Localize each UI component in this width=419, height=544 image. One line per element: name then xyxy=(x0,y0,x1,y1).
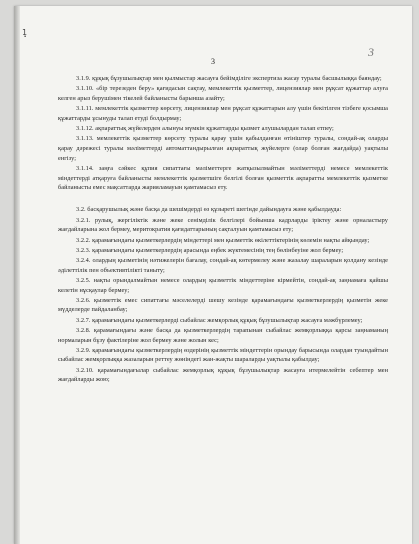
paragraph: 3.1.13. мемлекеттік қызметтер көрсету туралы қарау үшін қабылданған өтініштер туралы, сондай-ақ оларды қарау дәрежесі туралы мәліметтерді автоматтандырылған ақпараттық жүйелерге (олар болған жағдайда) уақтылы енгізу; xyxy=(58,135,388,162)
section-3-2-list xyxy=(58,205,388,385)
paragraph: 3.2.4. олардың қызметінің нәтижелерін бағалау, сондай-ақ көтермелеу және жазалау шараларын қолдану кезінде әділеттілік пен объективтілікті таныту; xyxy=(58,256,388,274)
handwritten-page-number: 3 xyxy=(368,45,374,59)
paragraph: 3.1.9. құқық бұзушылықтар мен қылмыстар жасауға бейімділіге экспертиза жасау туралы басшылыққа баяндау; xyxy=(76,75,382,82)
paragraph: 3.1.10. «бір терезеден беру» қағидасын сақтау, мемлекеттік қызметтер, лицензиялар мен рұқсат құжаттар алуға келген арыз берушімен тікелей байланысты барынша азайту; xyxy=(58,85,388,102)
section-heading-paragraph: 3.2. басқарушылық және басқа да шешімдерді өз құзыреті шегінде дайындауға және қабылдауда: xyxy=(76,206,342,214)
corner-mark: 1̩̥ xyxy=(22,28,27,37)
paragraph: 3.2.9. қарамағындағы қызметкерлердің өздерінің қызметтік міндеттерін орындау барысында олардан туындайтын сыбайлас жемқорлыққа жазаларын реттеу жөніндегі жан-жақты шараларды уақтылы қабылдау; xyxy=(58,346,388,364)
page-number: 3 xyxy=(211,57,215,66)
paragraph: 3.2.1. рулық, жергіліктік және жеке сенімділік белгілері бойынша кадрларды іріктеу және орналастыру жағдайларына жол бермеу, меритократия қағидаттарының сақталуын қамтамасыз ету; xyxy=(58,216,388,234)
paragraph: 3.2.2. қарамағындағы қызметкерлердің міндеттері мен қызметтік өкілеттіктерінің көлемін нақты айқындау; xyxy=(76,236,370,244)
paragraph: 3.2.10. қарамағындағылар сыбайлас жемқорлық құқық бұзушылықтар жасауға итермелейтін себептер мен жағдайларды жою; xyxy=(58,366,388,384)
paragraph: 3.1.14. заңға сәйкес құпия сипаттағы мәліметтерге жатқызылмайтын мәліметтерді немесе мемлекеттік міндеттерді атқаруға байланысты мемлекеттік қызметшіге белгілі болған қызметтік ақпаратты мемлекеттік қызметке байланысты емес мақсаттарда жарияламауын қамтамасыз ету. xyxy=(58,164,388,192)
page-binding-edge xyxy=(14,6,20,544)
paragraph: 3.2.3. қарамағындағы қызметкерлердің арасында еңбек жүктемесінің тең бөлінбеуіне жол бермеу; xyxy=(76,246,344,254)
section-3-1-list xyxy=(58,74,388,193)
paragraph: 3.2.5. нақты орындалмайтын немесе олардың қызметтік міндеттеріне кірмейтін, сондай-ақ заңнамаға қайшы келетін нұсқаулар бермеу; xyxy=(58,276,388,294)
paragraph: 3.2.8. қарамағындағы және басқа да қызметкерлердің тарапынан сыбайлас жемқорлыққа қарсы заңнаманың нормаларын бұзу фактілеріне жол бермеу және жолын кес; xyxy=(58,326,388,344)
section-gap xyxy=(58,193,388,205)
paragraph: 3.2.6. қызметтік емес сипаттағы мәселелерді шешу кезінде қарамағындағы қызметкерлердің қызметін жеке мүдделерде пайдаланбау; xyxy=(58,296,388,314)
paragraph: 3.1.12. ақпараттық жүйелерден алынуы мүмкін құжаттарды қызмет алушылардан талап етпеу; xyxy=(76,125,334,133)
paragraph: 3.2.7. қарамағындағы қызметкерлерді сыбайлас жемқорлық құқық бұзушылықтар жасауға мәжбүрлемеу; xyxy=(76,316,363,324)
document-body xyxy=(58,74,388,386)
document-page xyxy=(14,6,412,544)
paragraph: 3.1.11. мемлекеттік қызметтер көрсету, лицензиялар мен рұқсат құжаттарын алу үшін бекітілген тізбеге қосымша құжаттарды ұсынуды талап етуді болдырмау; xyxy=(58,105,388,122)
